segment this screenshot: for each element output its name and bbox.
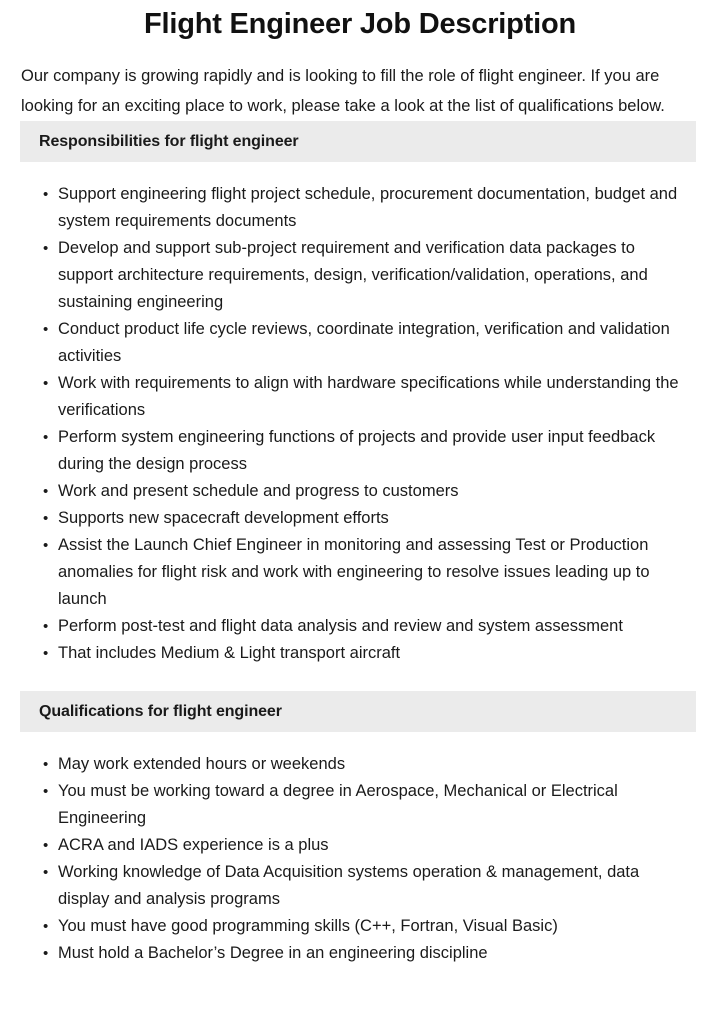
intro-paragraph: Our company is growing rapidly and is looking to fill the role of flight engineer. If you are looking for an exciting place to work, please take a look at the list of qualifications below.: [21, 67, 665, 115]
list-item: • Perform post-test and flight data analysis and review and system assessment: [0, 613, 720, 640]
list-item: • Working knowledge of Data Acquisition systems operation & management, data display and analysis programs: [0, 859, 720, 913]
list-item: • Perform system engineering functions of projects and provide user input feedback during the design process: [0, 424, 720, 478]
section-header-bar-qualifications: [20, 691, 696, 732]
list-item: • Develop and support sub-project requirement and verification data packages to support architecture requirements, design, verification/validation, operations, and sustaining engineering: [0, 235, 720, 316]
section-heading-responsibilities: Responsibilities for flight engineer: [39, 132, 299, 150]
list-item: • May work extended hours or weekends: [0, 751, 720, 778]
list-item: • Conduct product life cycle reviews, coordinate integration, verification and validation activities: [0, 316, 720, 370]
section-heading-qualifications: Qualifications for flight engineer: [39, 702, 282, 720]
section-header-bar-responsibilities: [20, 121, 696, 162]
list-item: • Assist the Launch Chief Engineer in monitoring and assessing Test or Production anomalies for flight risk and work with engineering to resolve issues leading up to launch: [0, 532, 720, 613]
section-responsibilities: [0, 121, 720, 667]
section-qualifications: [0, 691, 720, 967]
list-item: • Support engineering flight project schedule, procurement documentation, budget and system requirements documents: [0, 181, 720, 235]
list-item: • That includes Medium & Light transport aircraft: [0, 640, 720, 667]
section-spacer: [0, 667, 720, 691]
qualifications-list: [0, 732, 720, 967]
page-title: Flight Engineer Job Description: [143, 8, 577, 40]
list-item: • Supports new spacecraft development efforts: [0, 505, 720, 532]
list-item: • ACRA and IADS experience is a plus: [0, 832, 720, 859]
responsibilities-list: [0, 162, 720, 667]
list-item: • You must be working toward a degree in Aerospace, Mechanical or Electrical Engineering: [0, 778, 720, 832]
list-item: • Work and present schedule and progress to customers: [0, 478, 720, 505]
list-item: • Must hold a Bachelor’s Degree in an engineering discipline: [0, 940, 720, 967]
list-item: • You must have good programming skills (C++, Fortran, Visual Basic): [0, 913, 720, 940]
list-item: • Work with requirements to align with hardware specifications while understanding the verifications: [0, 370, 720, 424]
